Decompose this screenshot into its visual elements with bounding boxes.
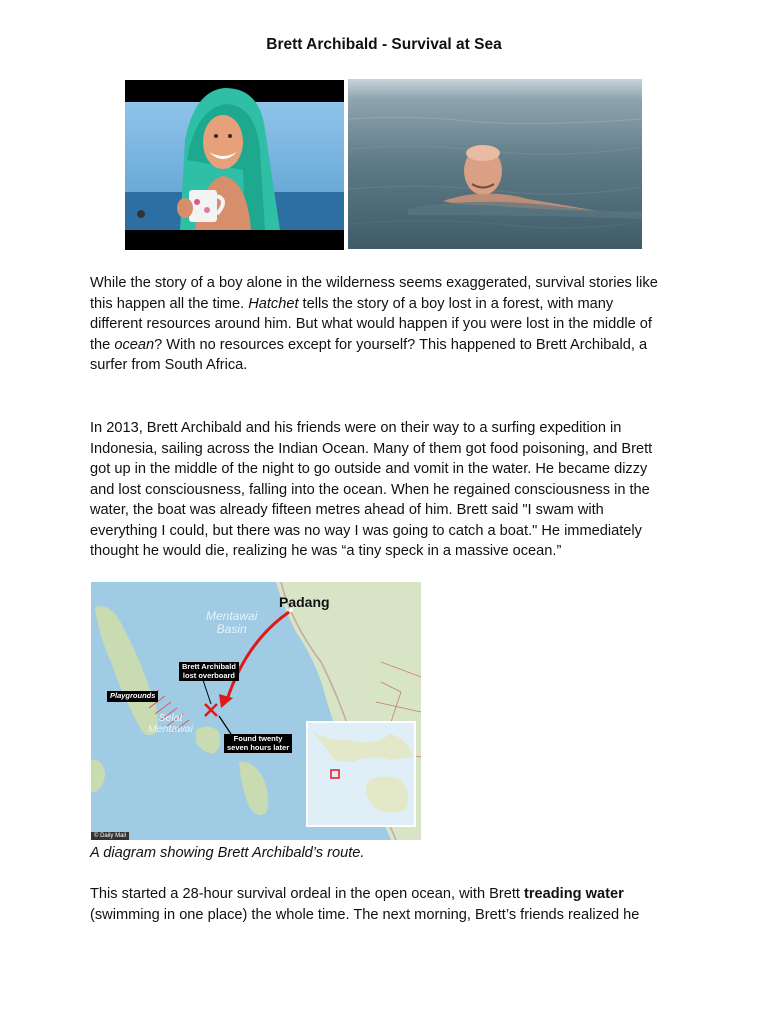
map-found-label-line: seven hours later: [227, 742, 290, 752]
route-map: [91, 582, 421, 840]
text-line: Indonesia, sailing across the Indian Ocean. Many of them got food poisoning, and Brett: [90, 440, 653, 457]
map-basin-label-line: Basin: [216, 622, 247, 636]
text-line: thought he would die, realizing he was “a tiny speck in a massive ocean.”: [90, 543, 562, 559]
paragraph-ordeal: [90, 884, 680, 925]
text-line: (swimming in one place) the whole time. The next morning, Brett’s friends realized he: [90, 906, 640, 923]
book-title-hatchet: Hatchet: [248, 295, 299, 312]
map-playgrounds-label: Playgrounds: [107, 691, 158, 702]
text-line: different resources around him. But what would happen if you were lost in the middle of: [90, 316, 652, 332]
text-line: tells the story of a boy lost in a forest, with many: [298, 295, 614, 312]
photo-brett-in-water: [348, 79, 642, 249]
photo-brett-with-towel: [125, 80, 344, 250]
map-overboard-label-line: Brett Archibald: [182, 662, 236, 671]
text-line: the: [90, 336, 115, 353]
paragraph-intro: [90, 273, 680, 376]
text-line: This started a 28-hour survival ordeal in the open ocean, with Brett: [90, 886, 524, 902]
paragraph-story: [90, 418, 680, 562]
text-line: water, the boat was already fifteen metres ahead of him. Brett said "I swam with: [90, 502, 604, 518]
map-overboard-label: [179, 662, 239, 681]
map-basin-label-line: Mentawai: [206, 609, 258, 623]
text-line: surfer from South Africa.: [90, 357, 248, 373]
text-line: ? With no resources except for yourself? This happened to Brett Archibald, a: [154, 336, 648, 353]
map-basin-label: [206, 610, 257, 636]
page-title: Brett Archibald - Survival at Sea: [266, 36, 502, 53]
map-found-label-line: Found twenty: [233, 734, 283, 743]
map-city-label: Padang: [279, 594, 330, 610]
map-strait-label-line: Mentawai: [148, 723, 193, 735]
map-strait-label: [148, 713, 193, 735]
map-strait-label-line: Selat: [158, 712, 183, 724]
text-line: this happen all the time.: [90, 295, 249, 312]
text-line: got up in the middle of the night to go outside and vomit in the water. He became dizzy: [90, 461, 648, 477]
map-found-label: [224, 734, 292, 753]
emphasis-ocean: ocean: [114, 336, 155, 353]
text-line: In 2013, Brett Archibald and his friends were on their way to a surfing expedition in: [90, 420, 622, 436]
map-caption: A diagram showing Brett Archibald’s route.: [90, 845, 365, 861]
map-credit: © Daily Mail: [91, 832, 129, 840]
text-line: everything I could, but there was no way I was going to catch a boat." He immediately: [90, 522, 642, 539]
text-line: and lost consciousness, falling into the ocean. When he regained consciousness in the: [90, 481, 650, 498]
text-line: While the story of a boy alone in the wilderness seems exaggerated, survival stories like: [90, 275, 658, 291]
term-treading-water: treading water: [524, 886, 624, 902]
map-overboard-label-line: lost overboard: [182, 670, 235, 680]
